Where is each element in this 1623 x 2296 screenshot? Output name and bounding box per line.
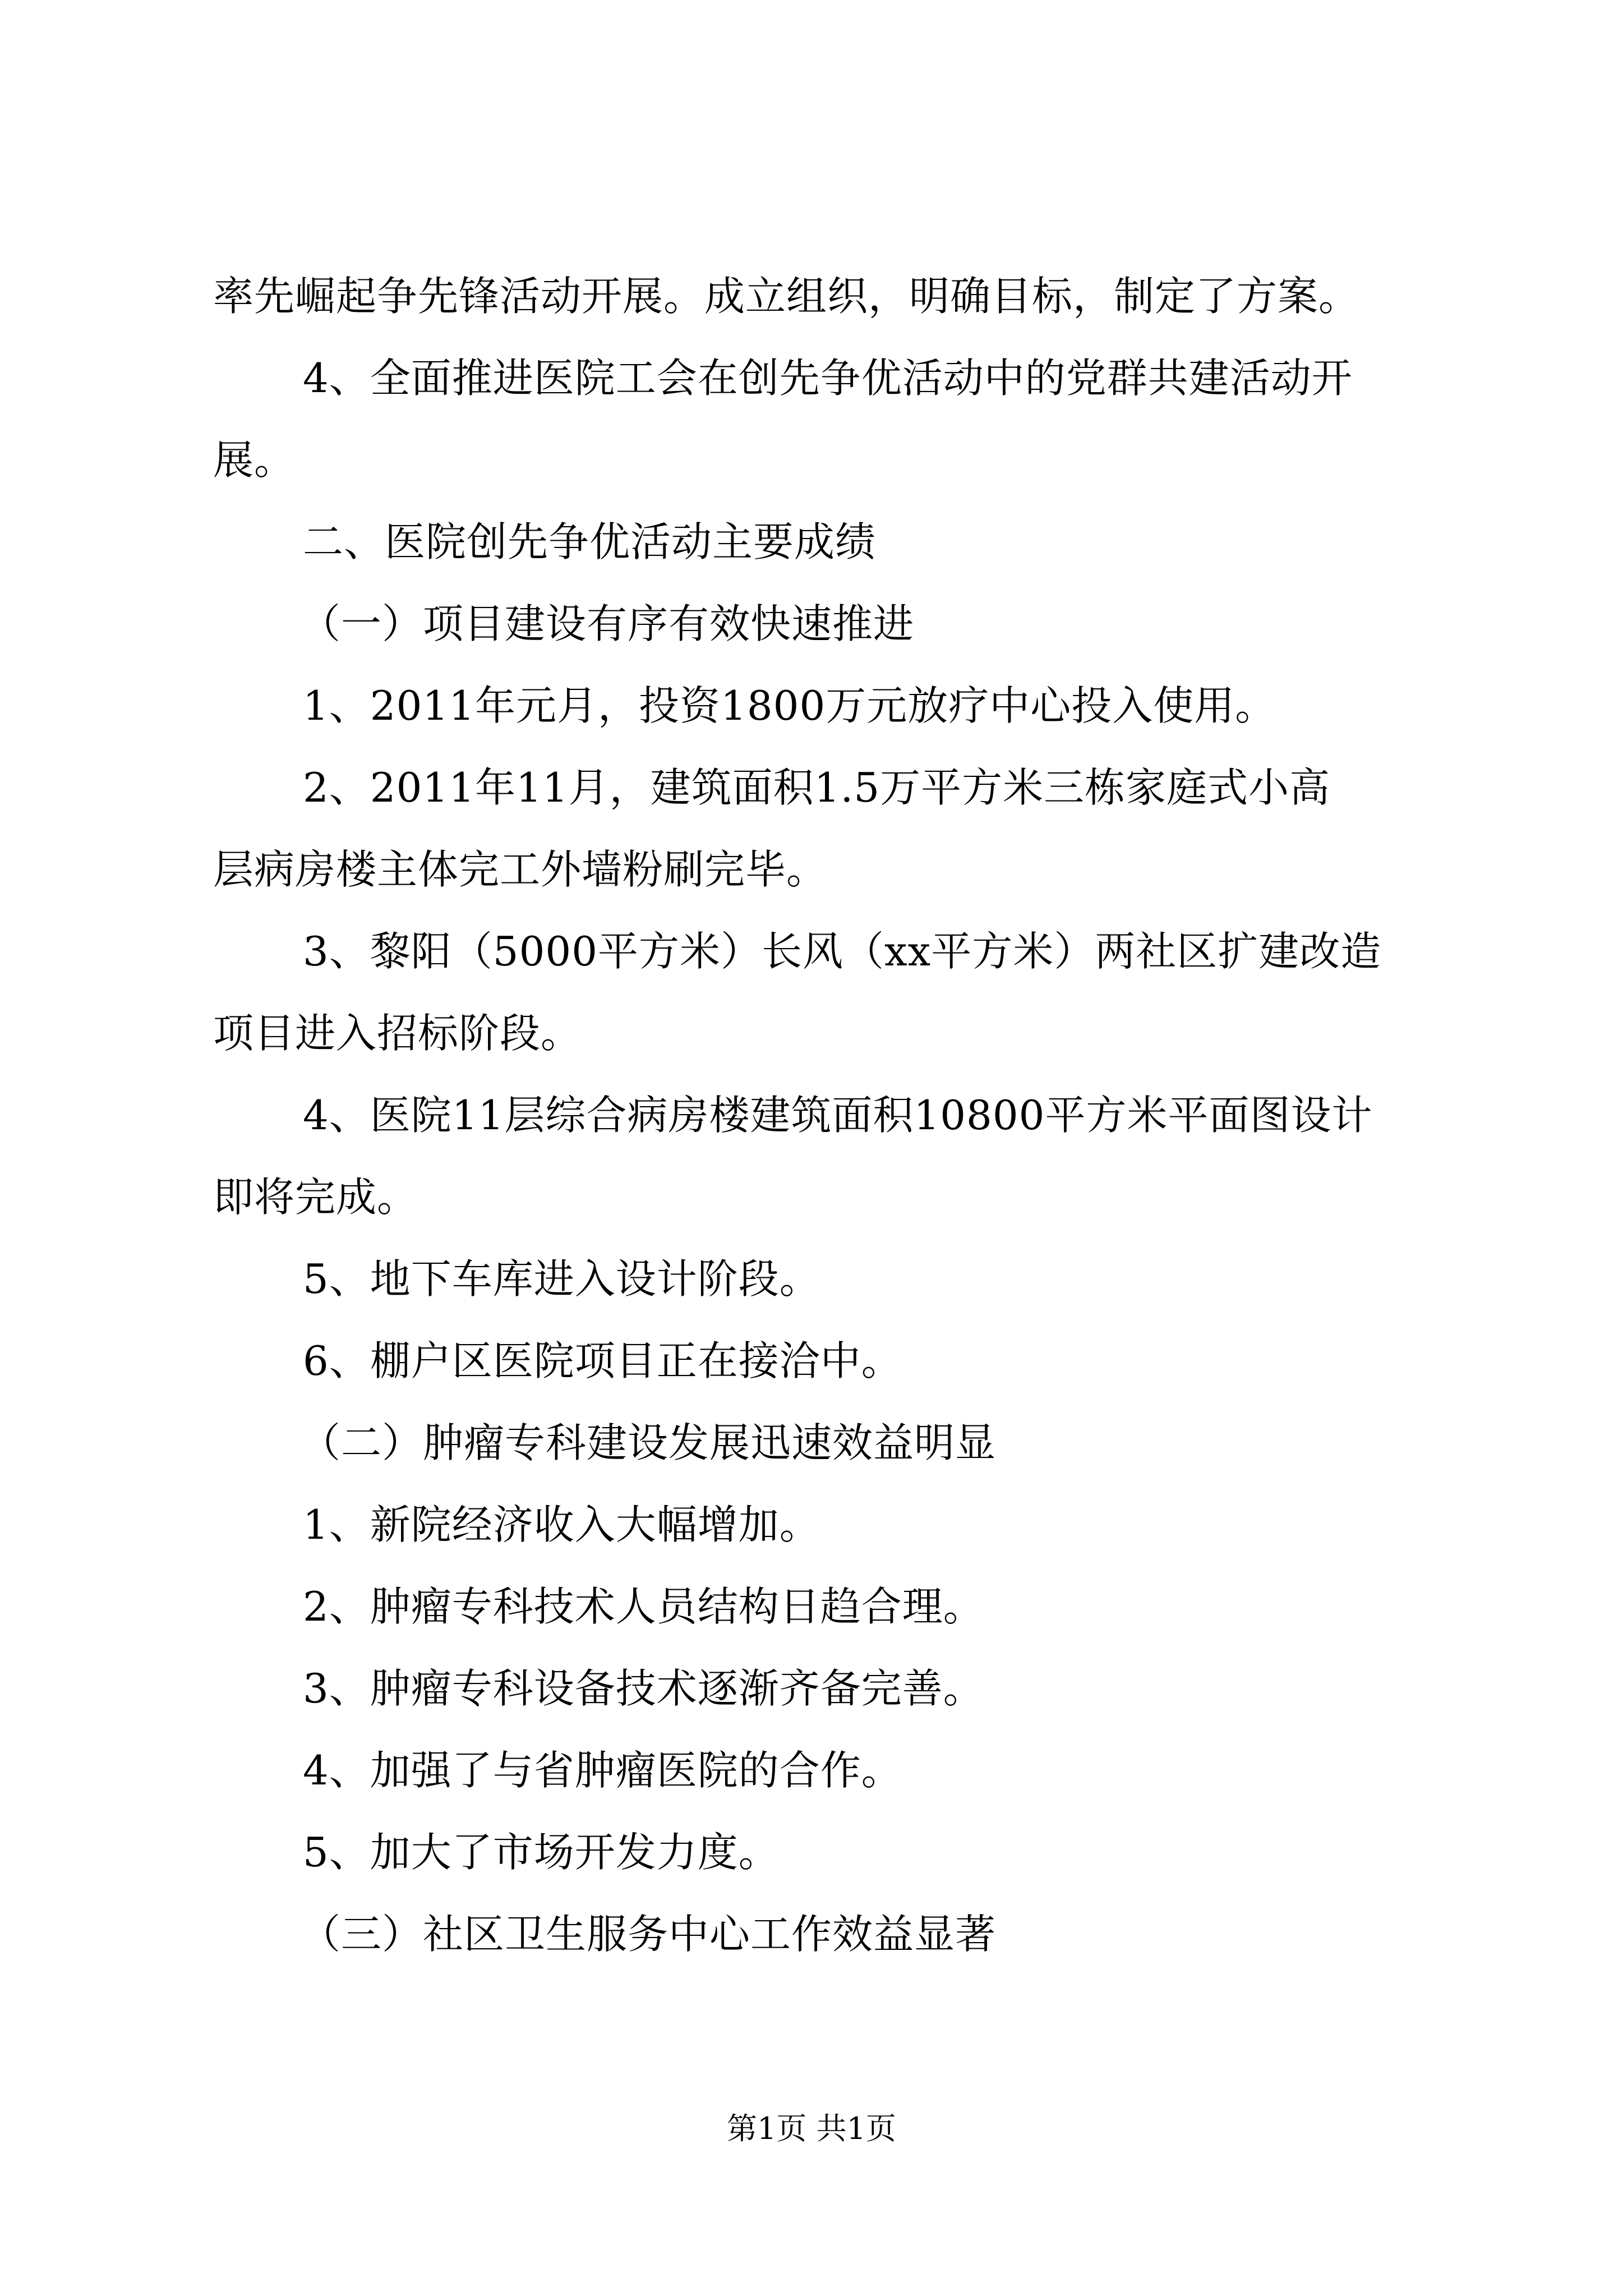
list-item: 4、医院11层综合病房楼建筑面积10800平方米平面图设计 <box>303 1092 1373 1139</box>
page-footer: 第1页 共1页 <box>727 2111 896 2146</box>
list-item: 3、肿瘤专科设备技术逐渐齐备完善。 <box>303 1665 984 1712</box>
paragraph-line: 展。 <box>213 436 296 484</box>
list-item: 2、2011年11月，建筑面积1.5万平方米三栋家庭式小高 <box>303 764 1331 811</box>
list-item: 2、肿瘤专科技术人员结构日趋合理。 <box>303 1583 984 1630</box>
list-item-continuation: 项目进入招标阶段。 <box>213 1010 582 1057</box>
list-item-continuation: 层病房楼主体完工外墙粉刷完毕。 <box>213 846 828 893</box>
list-item-continuation: 即将完成。 <box>213 1174 418 1221</box>
list-item: 4、加强了与省肿瘤医院的合作。 <box>303 1747 902 1794</box>
paragraph-line: 率先崛起争先锋活动开展。成立组织，明确目标，制定了方案。 <box>213 273 1360 320</box>
subsection-heading: （二）肿瘤专科建设发展迅速效益明显 <box>300 1419 997 1466</box>
list-item: 6、棚户区医院项目正在接洽中。 <box>303 1337 902 1384</box>
subsection-heading: （三）社区卫生服务中心工作效益显著 <box>300 1911 997 1958</box>
document-body <box>213 255 1424 1975</box>
list-item: 1、2011年元月，投资1800万元放疗中心投入使用。 <box>303 682 1276 729</box>
list-item: 5、地下车库进入设计阶段。 <box>303 1255 820 1303</box>
list-item: 1、新院经济收入大幅增加。 <box>303 1501 820 1548</box>
list-item: 3、黎阳（5000平方米）长风（xx平方米）两社区扩建改造 <box>303 928 1382 975</box>
list-item: 5、加大了市场开发力度。 <box>303 1829 780 1876</box>
section-heading: 二、医院创先争优活动主要成绩 <box>303 518 877 565</box>
subsection-heading: （一）项目建设有序有效快速推进 <box>300 600 915 647</box>
paragraph-line: 4、全面推进医院工会在创先争优活动中的党群共建活动开 <box>303 355 1353 402</box>
